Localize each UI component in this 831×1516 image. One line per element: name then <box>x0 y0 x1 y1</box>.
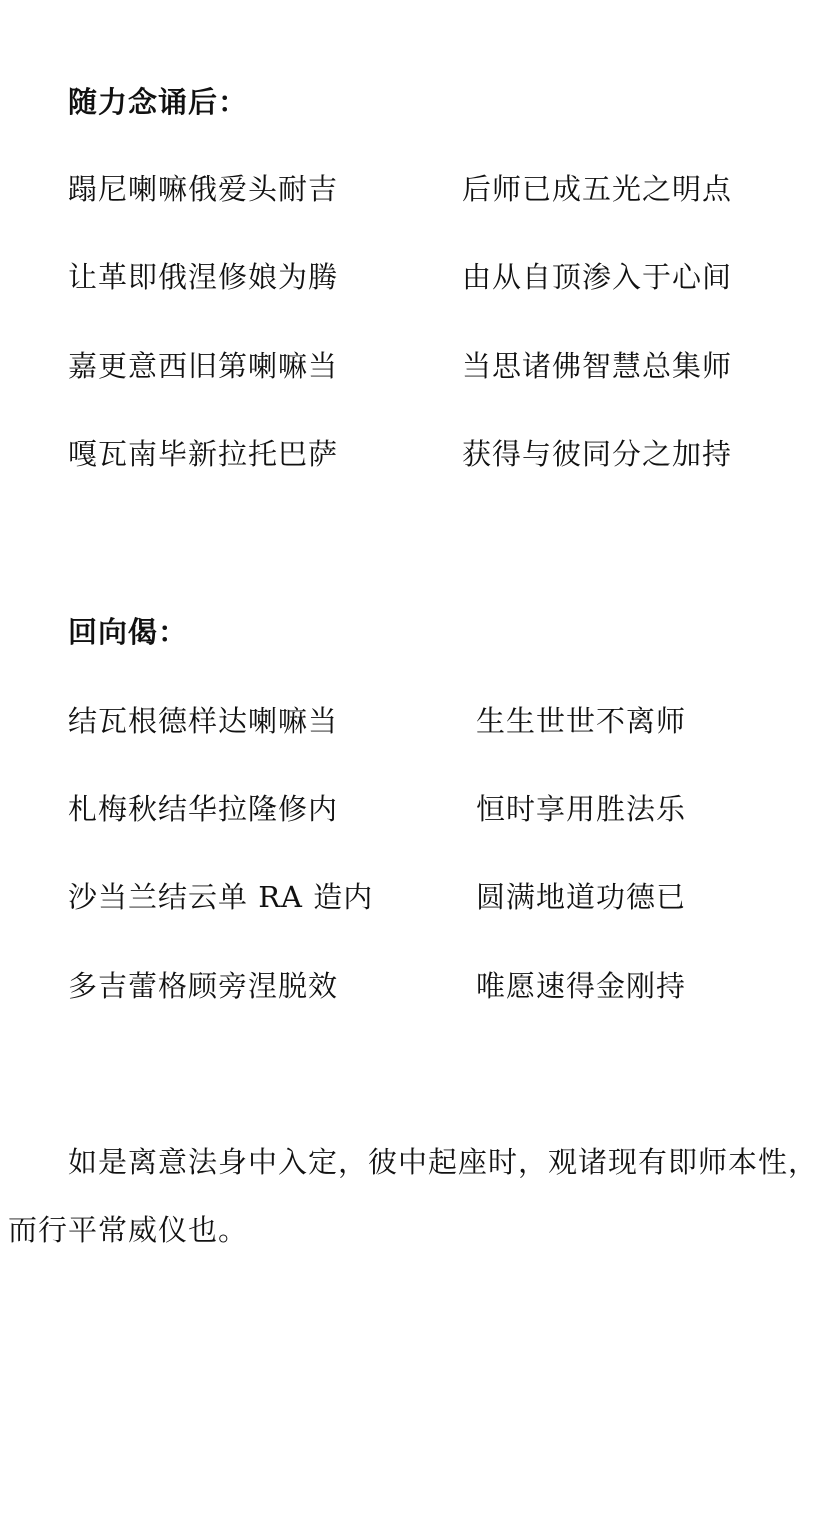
verse-right-text: 唯愿速得金刚持 <box>476 969 687 1003</box>
verse-right-text: 生生世世不离师 <box>476 704 687 738</box>
verse-line <box>0 701 831 741</box>
verse-left-text: 多吉蕾格顾旁涅脱效 <box>68 969 339 1003</box>
verse-left-text: 嘉更意西旧第喇嘛当 <box>68 349 339 383</box>
verse-left-text: 札梅秋结华拉隆修内 <box>68 792 339 826</box>
verse-line <box>0 877 831 917</box>
verse-line <box>0 346 831 386</box>
verse-left-text: 沙当兰结云单 RA 造内 <box>68 880 374 914</box>
verse-line <box>0 169 831 209</box>
verse-left-text: 让革即俄涅修娘为腾 <box>68 260 339 294</box>
verse-right-text: 获得与彼同分之加持 <box>462 437 733 471</box>
section-heading-recitation: 随力念诵后： <box>68 85 249 119</box>
verse-left-text: 蹋尼喇嘛俄爱头耐吉 <box>68 172 339 206</box>
verse-line <box>0 966 831 1006</box>
verse-line <box>0 257 831 297</box>
closing-paragraph-line: 而行平常威仪也。 <box>8 1213 249 1247</box>
closing-paragraph-line: 如是离意法身中入定，彼中起座时，观诸现有即师本性， <box>68 1145 819 1179</box>
verse-right-text: 后师已成五光之明点 <box>462 172 733 206</box>
verse-left-text: 嘎瓦南毕新拉托巴萨 <box>68 437 339 471</box>
verse-right-text: 圆满地道功德已 <box>476 880 687 914</box>
verse-right-text: 由从自顶渗入于心间 <box>462 260 733 294</box>
verse-right-text: 恒时享用胜法乐 <box>476 792 687 826</box>
section-heading-dedication: 回向偈： <box>68 615 189 649</box>
verse-line <box>0 434 831 474</box>
verse-left-text: 结瓦根德样达喇嘛当 <box>68 704 339 738</box>
verse-line <box>0 789 831 829</box>
verse-right-text: 当思诸佛智慧总集师 <box>462 349 733 383</box>
